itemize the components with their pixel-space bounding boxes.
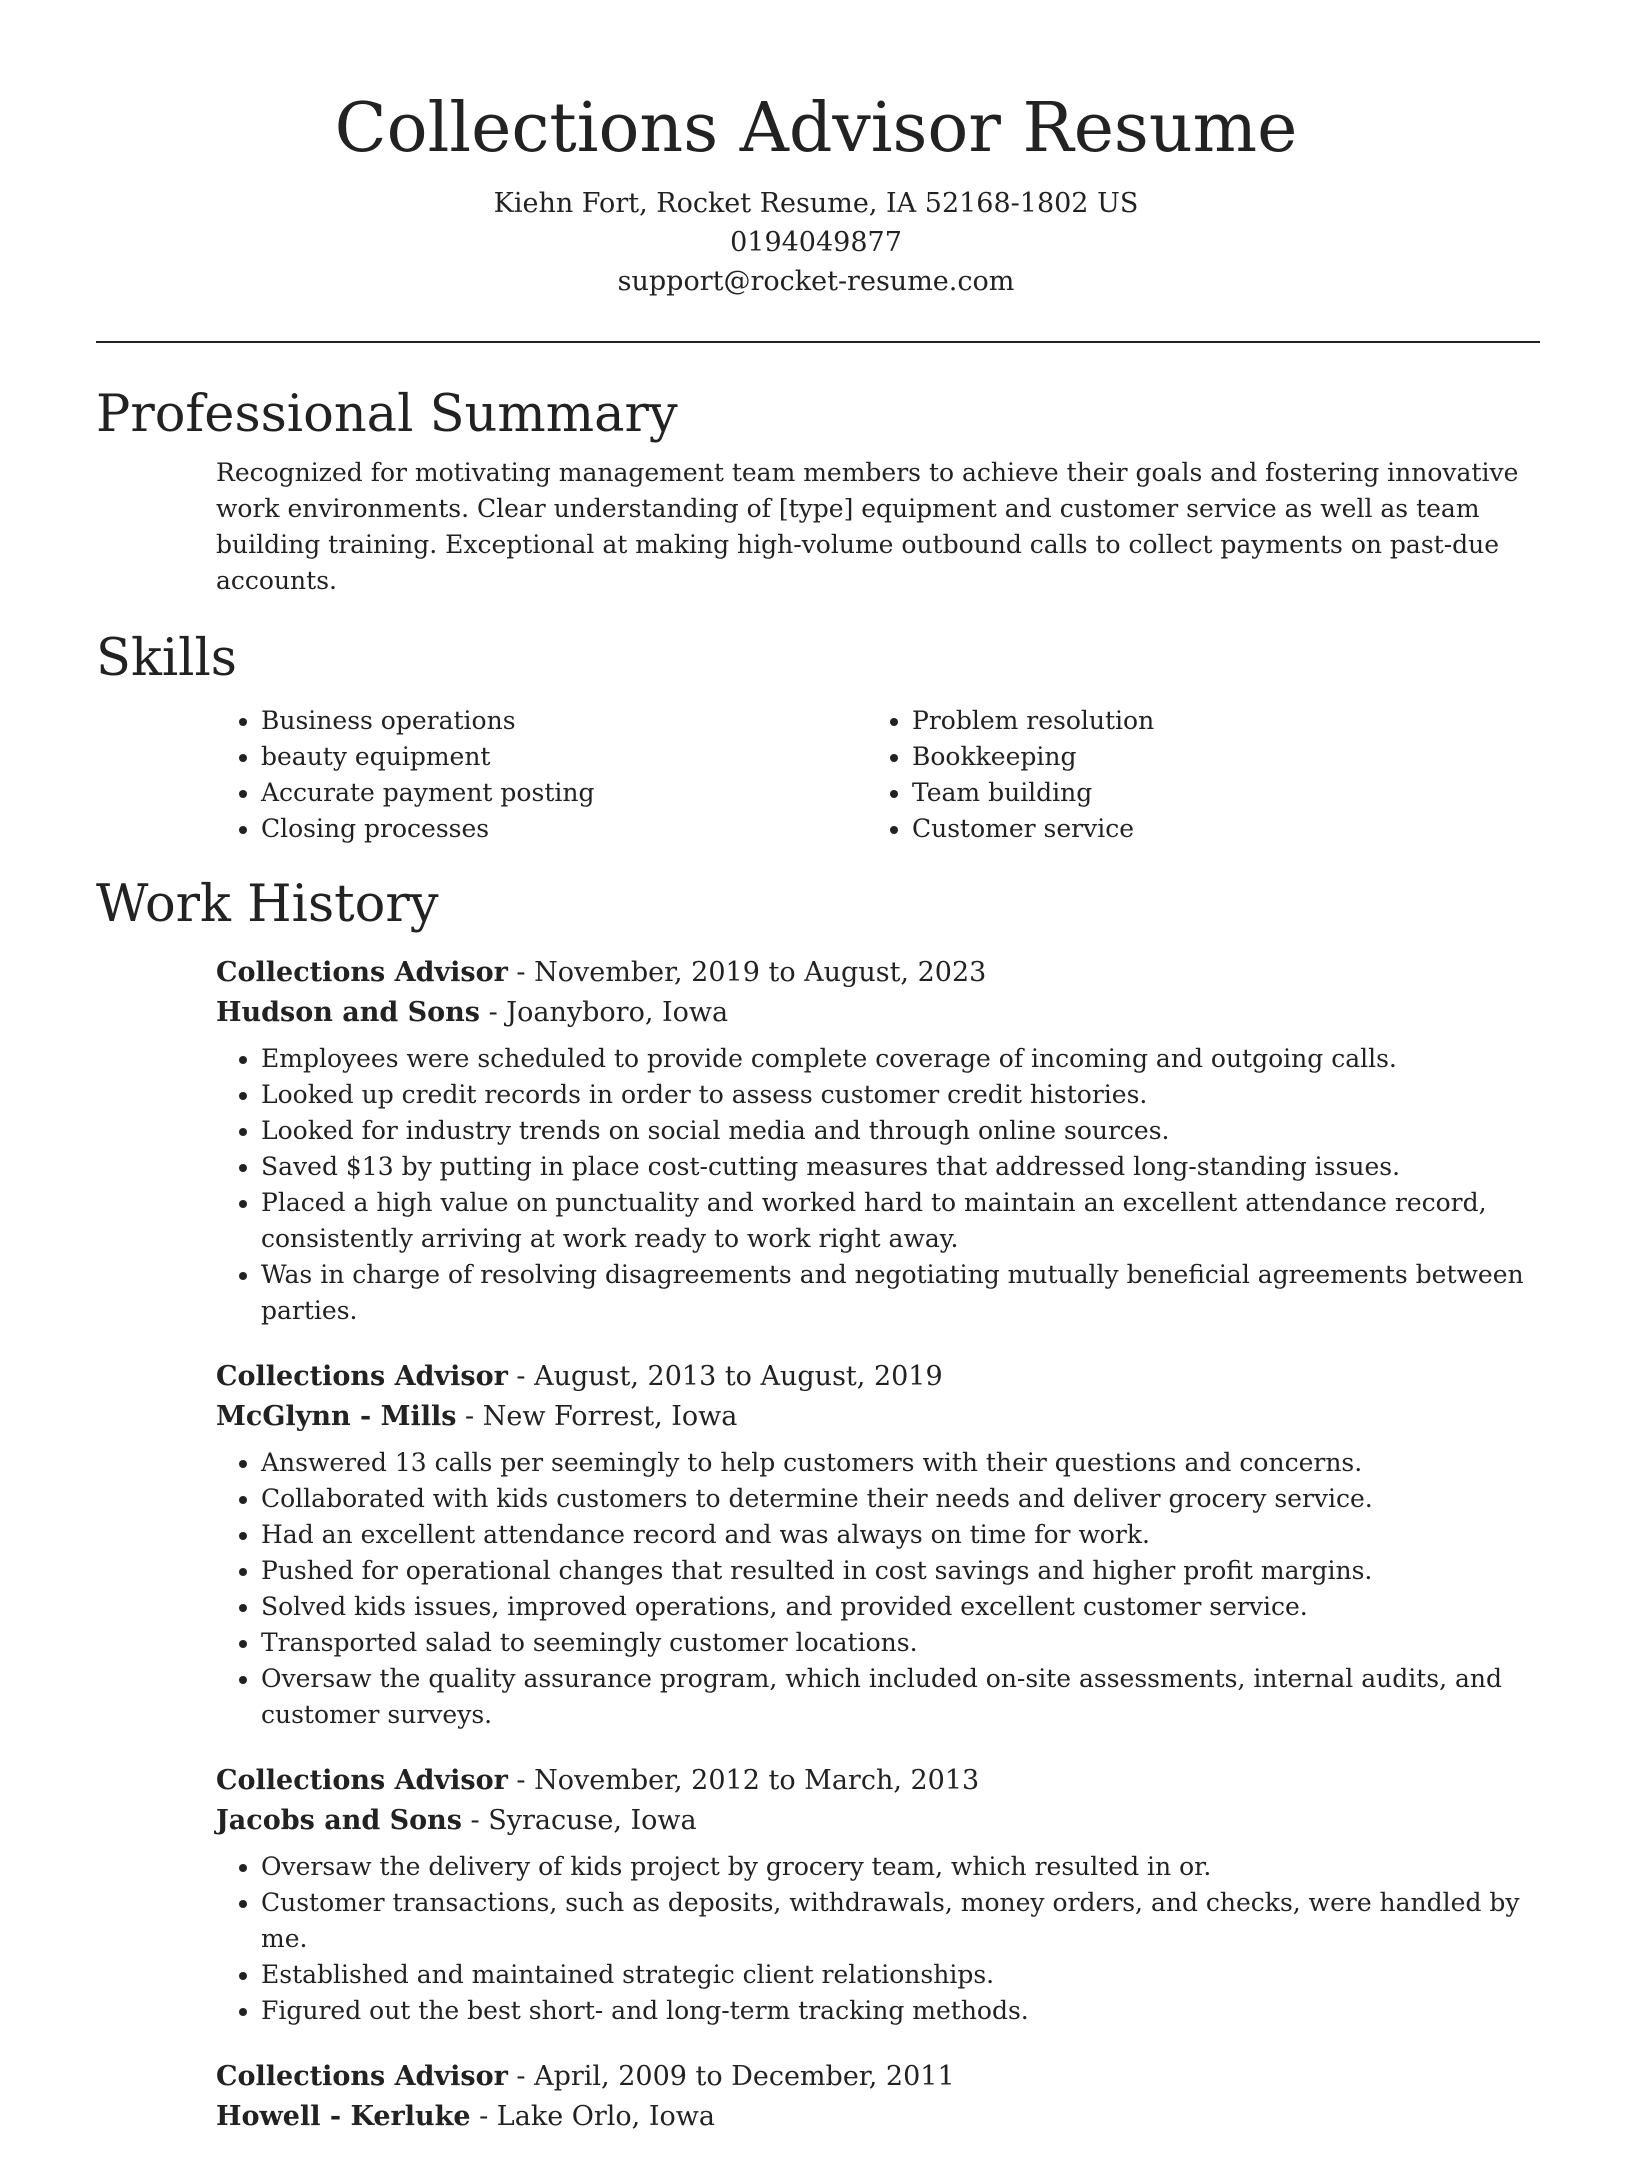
skill-item: • Business operations: [261, 703, 867, 739]
skill-item: • Accurate payment posting: [261, 775, 867, 811]
skills-list: [216, 703, 1540, 847]
job-dates: - August, 2013 to August, 2019: [507, 1361, 943, 1392]
job-bullet: • Established and maintained strategic client relationships.: [261, 1957, 1541, 1993]
job-title-line: [216, 1761, 1540, 1801]
job-entry: [216, 953, 1540, 1329]
job-entry: [216, 1357, 1540, 1733]
job-bullet: • Figured out the best short- and long-term tracking methods.: [261, 1993, 1541, 2029]
resume-header: [0, 84, 1632, 301]
job-bullet: • Oversaw the delivery of kids project by grocery team, which resulted in or.: [261, 1849, 1541, 1885]
job-company-line: [216, 1397, 1540, 1437]
job-bullet: • Oversaw the quality assurance program, which included on-site assessments, internal audits, and customer surveys.: [261, 1661, 1541, 1733]
contact-block: [0, 184, 1632, 301]
skills-column-right: [867, 703, 1512, 847]
contact-phone: 0194049877: [730, 227, 902, 258]
skill-item: • Problem resolution: [912, 703, 1512, 739]
job-location: - Syracuse, Iowa: [461, 1805, 697, 1836]
summary-heading: Professional Summary: [96, 385, 678, 444]
skills-column-left: [216, 703, 867, 847]
job-company-line: [216, 2097, 1540, 2137]
job-title-line: [216, 2057, 1540, 2097]
job-bullet: • Collaborated with kids customers to determine their needs and deliver grocery service.: [261, 1481, 1541, 1517]
job-title-line: [216, 953, 1540, 993]
job-bullet: • Customer transactions, such as deposits, withdrawals, money orders, and checks, were handled by me.: [261, 1885, 1541, 1957]
resume-title: Collections Advisor Resume: [334, 89, 1298, 168]
job-location: - Lake Orlo, Iowa: [470, 2101, 715, 2132]
job-dates: - April, 2009 to December, 2011: [507, 2061, 955, 2092]
job-company: Hudson and Sons: [216, 997, 481, 1028]
skills-heading: Skills: [96, 629, 237, 688]
job-role: Collections Advisor: [216, 2061, 508, 2092]
skill-item: • Bookkeeping: [912, 739, 1512, 775]
job-bullet: • Employees were scheduled to provide complete coverage of incoming and outgoing calls.: [261, 1041, 1541, 1077]
work-history-heading: Work History: [96, 875, 439, 934]
job-company: McGlynn - Mills: [216, 1401, 457, 1432]
job-entry: [216, 1761, 1540, 2029]
resume-body: [96, 375, 1540, 2165]
job-bullet: • Looked up credit records in order to assess customer credit histories.: [261, 1077, 1541, 1113]
job-role: Collections Advisor: [216, 1361, 508, 1392]
job-role: Collections Advisor: [216, 957, 508, 988]
job-company-line: [216, 1801, 1540, 1841]
header-divider: [96, 341, 1540, 343]
skill-item: • Closing processes: [261, 811, 867, 847]
job-title-line: [216, 1357, 1540, 1397]
job-location: - New Forrest, Iowa: [456, 1401, 738, 1432]
job-bullet: • Saved $13 by putting in place cost-cutting measures that addressed long-standing issues.: [261, 1149, 1541, 1185]
job-bullet: • Answered 13 calls per seemingly to help customers with their questions and concerns.: [261, 1445, 1541, 1481]
job-bullet: • Placed a high value on punctuality and worked hard to maintain an excellent attendance record, consistently arriving at work ready to work right away.: [261, 1185, 1541, 1257]
contact-email[interactable]: support@rocket-resume.com: [617, 266, 1015, 297]
job-entry: [216, 2057, 1540, 2137]
job-bullet: • Looked for industry trends on social media and through online sources.: [261, 1113, 1541, 1149]
job-bullet: • Solved kids issues, improved operations, and provided excellent customer service.: [261, 1589, 1541, 1625]
skill-item: • Customer service: [912, 811, 1512, 847]
job-bullet: • Pushed for operational changes that resulted in cost savings and higher profit margins.: [261, 1553, 1541, 1589]
job-bullets: [216, 1445, 1541, 1733]
job-role: Collections Advisor: [216, 1765, 508, 1796]
job-bullet: • Had an excellent attendance record and was always on time for work.: [261, 1517, 1541, 1553]
job-bullet: • Was in charge of resolving disagreements and negotiating mutually beneficial agreements between parties.: [261, 1257, 1541, 1329]
skill-item: • Team building: [912, 775, 1512, 811]
job-company-line: [216, 993, 1540, 1033]
job-bullets: [216, 1041, 1541, 1329]
summary-text: Recognized for motivating management team members to achieve their goals and fostering innovative work environments. Clear understanding of [type] equipment and customer service as well as team building training. Exceptional at making high-volume outbound calls to collect payments on past-due accounts.: [216, 458, 1519, 595]
job-bullets: [216, 1849, 1541, 2029]
job-bullet: • Transported salad to seemingly customer locations.: [261, 1625, 1541, 1661]
job-company: Howell - Kerluke: [216, 2101, 471, 2132]
contact-address: Kiehn Fort, Rocket Resume, IA 52168-1802 US: [493, 188, 1139, 219]
skill-item: • beauty equipment: [261, 739, 867, 775]
job-dates: - November, 2012 to March, 2013: [507, 1765, 980, 1796]
job-company: Jacobs and Sons: [216, 1805, 462, 1836]
job-location: - Joanyboro, Iowa: [480, 997, 729, 1028]
job-dates: - November, 2019 to August, 2023: [507, 957, 987, 988]
